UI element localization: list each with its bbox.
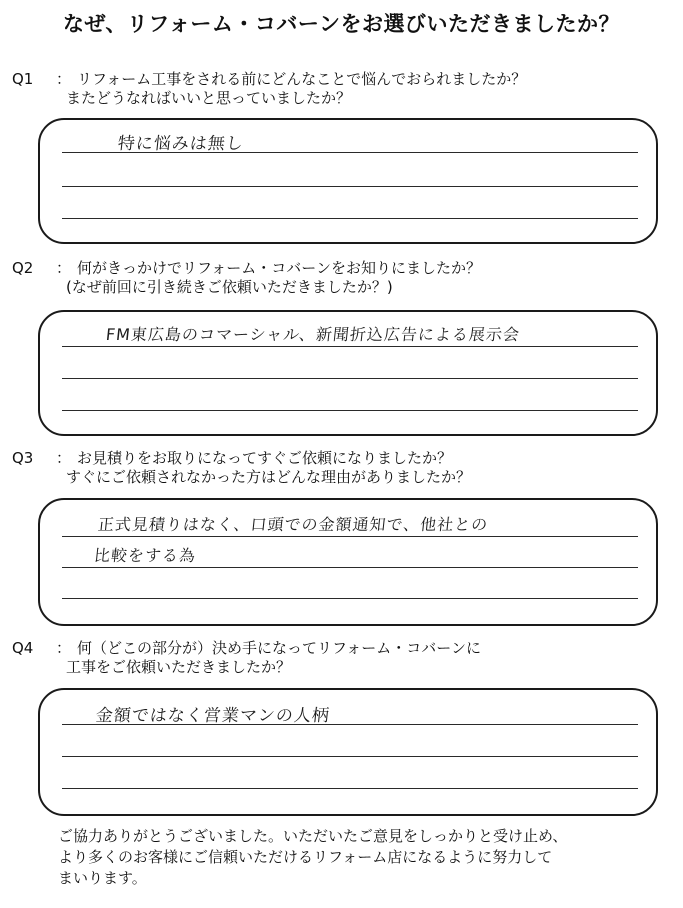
answer-rule: [62, 378, 638, 379]
question-text: ： 何（どこの部分が）決め手になってリフォーム・コバーンに 工事をご依頼いただきましたか？: [56, 639, 481, 676]
question-number: Q1: [12, 70, 34, 88]
question-line-2: またどうなればいいと思っていましたか？: [66, 89, 352, 107]
answer-rule: [62, 186, 638, 187]
handwritten-answer: 正式見積りはなく、口頭での金額通知で、他社との: [96, 515, 490, 534]
handwritten-answer: 金額ではなく営業マンの人柄: [94, 706, 331, 726]
question-line-1: リフォーム工事をされる前にどんなことで悩んでおられましたか？: [77, 70, 527, 88]
answer-rule: [62, 788, 638, 789]
answer-rule: [62, 410, 638, 411]
question-number: Q3: [12, 449, 34, 467]
question-number: Q2: [12, 259, 34, 277]
handwritten-answer: FM東広島のコマーシャル、新聞折込広告による展示会: [104, 325, 521, 344]
question-line-2: 工事をご依頼いただきましたか？: [66, 658, 292, 676]
question-text: ： 何がきっかけでリフォーム・コバーンをお知りにましたか？ (なぜ前回に引き続きご依頼いただきましたか？): [56, 259, 481, 296]
answer-rule: [62, 346, 638, 347]
closing-line-3: まいります。: [58, 869, 147, 887]
question-line-1: お見積りをお取りになってすぐご依頼になりましたか？: [77, 449, 453, 467]
question-line-2: すぐにご依頼されなかった方はどんな理由がありましたか？: [66, 468, 472, 486]
question-line-1: 何（どこの部分が）決め手になってリフォーム・コバーンに: [77, 639, 481, 657]
closing-line-2: より多くのお客様にご信頼いただけるリフォーム店になるように努力して: [58, 848, 553, 866]
closing-line-1: ご協力ありがとうございました。いただいたご意見をしっかりと受け止め、: [58, 827, 568, 845]
question-text: ： リフォーム工事をされる前にどんなことで悩んでおられましたか？ またどうなればいいと思っていましたか？: [56, 70, 527, 107]
answer-rule: [62, 567, 638, 568]
answer-rule: [62, 756, 638, 757]
answer-rule: [62, 218, 638, 219]
page-title: なぜ、リフォーム・コバーンをお選びいただきましたか？: [63, 12, 620, 36]
closing-message: [58, 826, 567, 889]
handwritten-answer: 比較をする為: [92, 546, 197, 565]
answer-rule: [62, 536, 638, 537]
question-line-2: (なぜ前回に引き続きご依頼いただきましたか？): [66, 278, 393, 296]
question-text: ： お見積りをお取りになってすぐご依頼になりましたか？ すぐにご依頼されなかった方はどんな理由がありましたか？: [56, 449, 472, 486]
question-number: Q4: [12, 639, 34, 657]
answer-rule: [62, 598, 638, 599]
question-line-1: 何がきっかけでリフォーム・コバーンをお知りにましたか？: [77, 259, 481, 277]
handwritten-answer: 特に悩みは無し: [116, 134, 245, 154]
